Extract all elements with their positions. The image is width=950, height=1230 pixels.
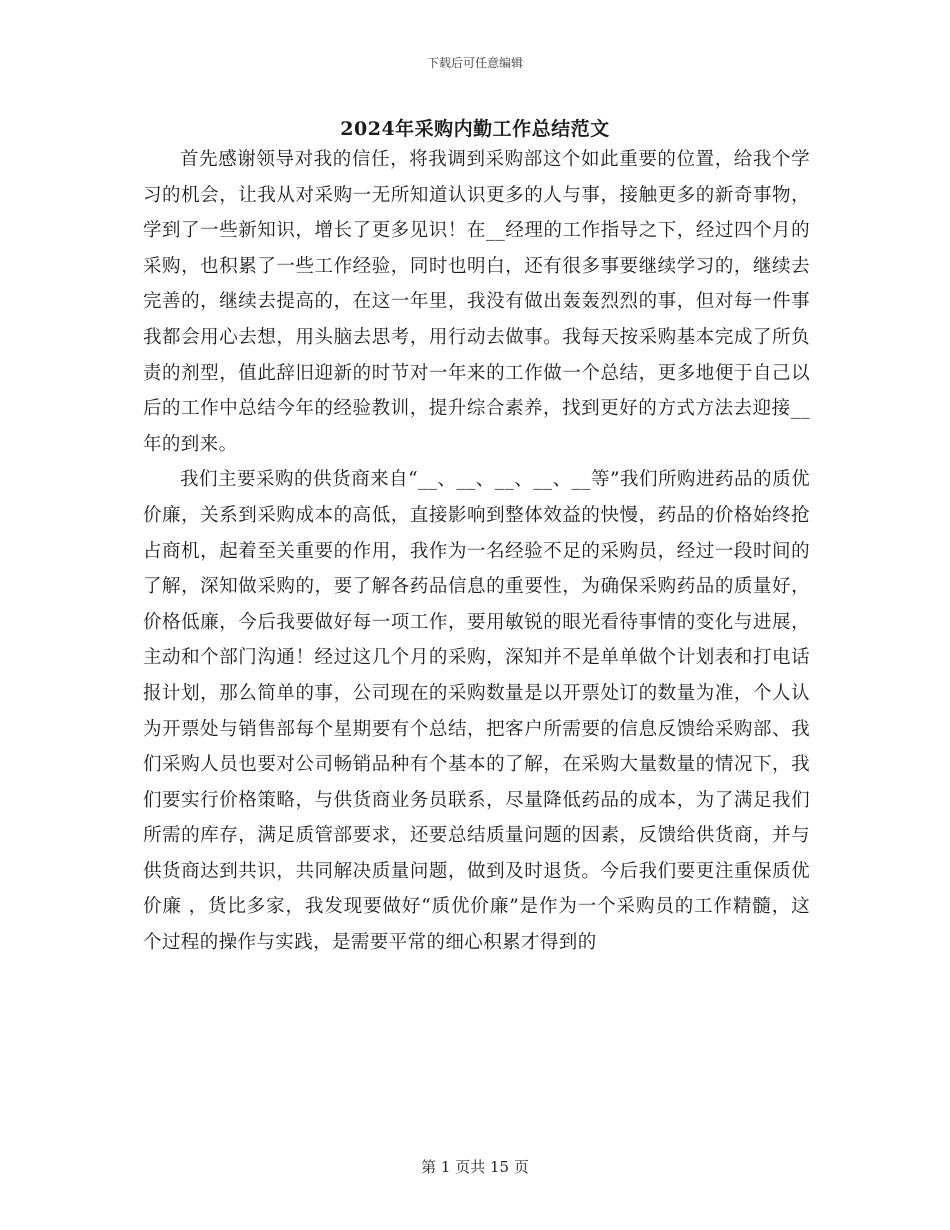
paragraph-1: 首先感谢领导对我的信任，将我调到采购部这个如此重要的位置，给我个学习的机会，让我从对采购一无所知道认识更多的人与事，接触更多的新奇事物，学到了一些新知识，增长了更多见识！在__经理的工作指导之下，经过四个月的采购，也积累了一些工作经验，同时也明白，还有很多事要继续学习的，继续去完善的，继续去提高的，在这一年里，我没有做出轰轰烈烈的事，但对每一件事我都会用心去想，用头脑去思考，用行动去做事。我每天按采购基本完成了所负责的剂型，值此辞旧迎新的时节对一年来的工作做一个总结，更多地便于自己以后的工作中总结今年的经验教训，提升综合素养，找到更好的方式方法去迎接__年的到来。 <box>143 149 810 455</box>
document-title: 2024年采购内勤工作总结范文 <box>340 118 610 140</box>
page-number: 第 1 页共 15 页 <box>421 1158 529 1176</box>
paragraph-2: 我们主要采购的供货商来自“__、__、__、__、__等”我们所购进药品的质优价廉，关系到采购成本的高低，直接影响到整体效益的快慢，药品的价格始终抢占商机，起着至关重要的作用，我作为一名经验不足的采购员，经过一段时间的了解，深知做采购的，要了解各药品信息的重要性，为确保采购药品的质量好，价格低廉，今后我要做好每一项工作，要用敏锐的眼光看待事情的变化与进展，主动和个部门沟通！经过这几个月的采购，深知并不是单单做个计划表和打电话报计划，那么简单的事，公司现在的采购数量是以开票处订的数量为准，个人认为开票处与销售部每个星期要有个总结，把客户所需要的信息反馈给采购部、我们采购人员也要对公司畅销品种有个基本的了解，在采购大量数量的情况下，我们要实行价格策略，与供货商业务员联系，尽量降低药品的成本，为了满足我们所需的库存，满足质管部要求，还要总结质量问题的因素，反馈给供货商，并与供货商达到共识，共同解决质量问题，做到及时退货。今后我们要更注重保质优价廉 ，货比多家，我发现要做好“质优价廉”是作为一个采购员的工作精髓，这个过程的操作与实践，是需要平常的细心积累才得到的 <box>143 469 810 954</box>
document-body <box>143 142 810 961</box>
page-header: 下载后可任意编辑 <box>426 56 523 70</box>
